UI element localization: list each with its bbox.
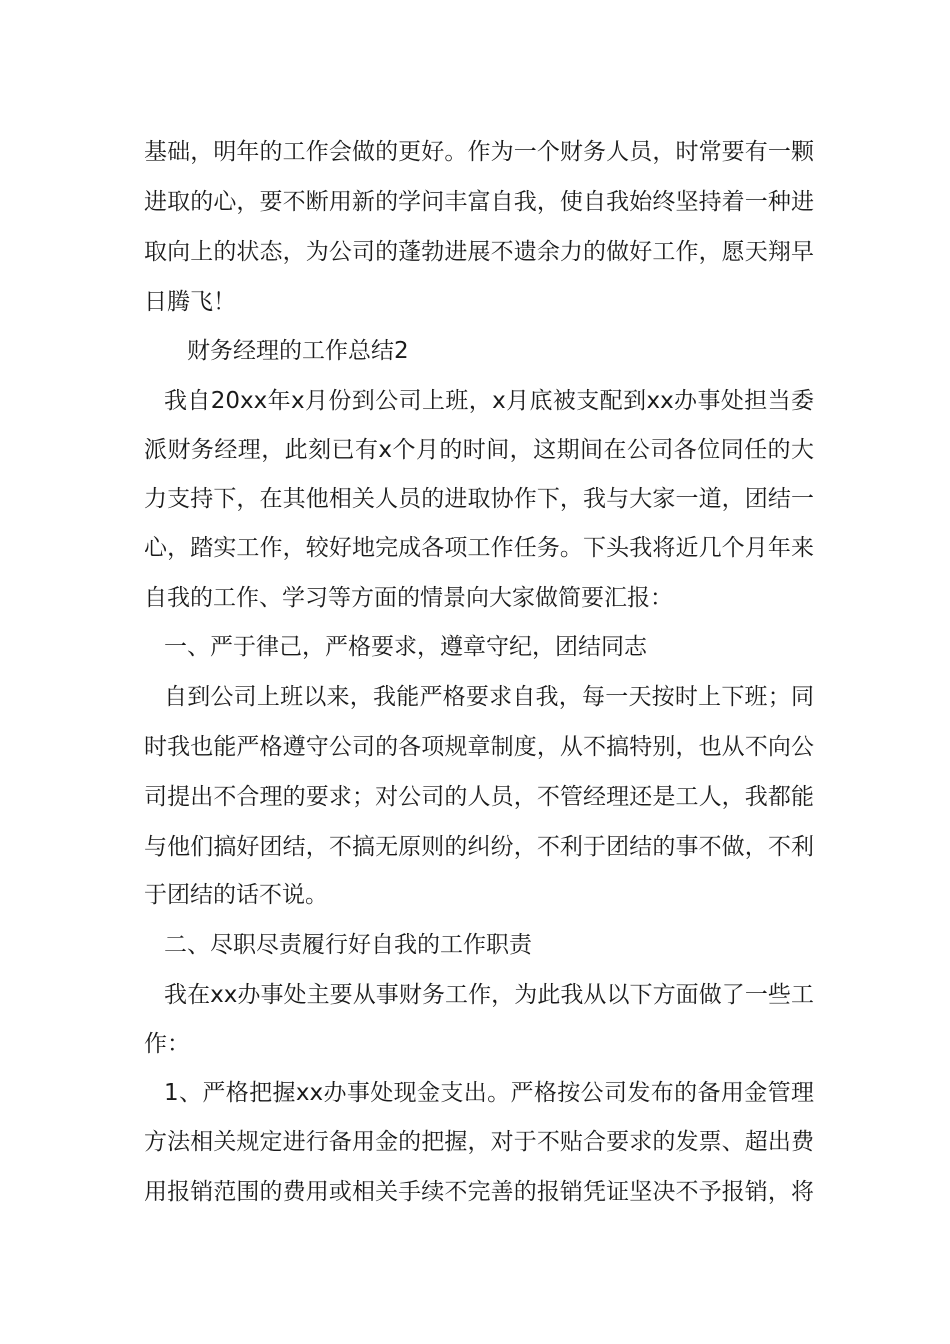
text-line: 力支持下，在其他相关人员的进取协作下，我与大家一道，团结一: [144, 486, 814, 512]
text-line: 于团结的话不说。: [144, 882, 328, 908]
text-line: 日腾飞！: [144, 289, 236, 315]
text-line: 司提出不合理的要求；对公司的人员，不管经理还是工人，我都能: [144, 784, 814, 810]
text-line: 我自20xx年x月份到公司上班，x月底被支配到xx办事处担当委: [164, 388, 814, 414]
text-line: 与他们搞好团结，不搞无原则的纠纷，不利于团结的事不做，不利: [144, 834, 814, 860]
subsection-heading: 二、尽职尽责履行好自我的工作职责: [164, 932, 532, 958]
text-line: 自我的工作、学习等方面的情景向大家做简要汇报：: [144, 585, 673, 611]
text-line: 用报销范围的费用或相关手续不完善的报销凭证坚决不予报销，将: [144, 1179, 814, 1205]
text-line: 时我也能严格遵守公司的各项规章制度，从不搞特别，也从不向公: [144, 734, 814, 760]
text-line: 方法相关规定进行备用金的把握，对于不贴合要求的发票、超出费: [144, 1129, 814, 1155]
text-line: 进取的心，要不断用新的学问丰富自我，使自我始终坚持着一种进: [144, 189, 814, 215]
text-line: 基础，明年的工作会做的更好。作为一个财务人员，时常要有一颗: [144, 139, 814, 165]
text-line: 心，踏实工作，较好地完成各项工作任务。下头我将近几个月年来: [144, 535, 814, 561]
text-line: 1、严格把握xx办事处现金支出。严格按公司发布的备用金管理: [164, 1080, 814, 1106]
section-heading: 财务经理的工作总结2: [187, 338, 409, 364]
text-line: 作：: [144, 1031, 190, 1057]
text-line: 自到公司上班以来，我能严格要求自我，每一天按时上下班；同: [164, 684, 814, 710]
subsection-heading: 一、严于律己，严格要求，遵章守纪，团结同志: [164, 634, 647, 660]
text-line: 派财务经理，此刻已有x个月的时间，这期间在公司各位同任的大: [144, 437, 814, 463]
text-line: 我在xx办事处主要从事财务工作，为此我从以下方面做了一些工: [164, 982, 814, 1008]
text-line: 取向上的状态，为公司的蓬勃进展不遗余力的做好工作，愿天翔早: [144, 239, 814, 265]
